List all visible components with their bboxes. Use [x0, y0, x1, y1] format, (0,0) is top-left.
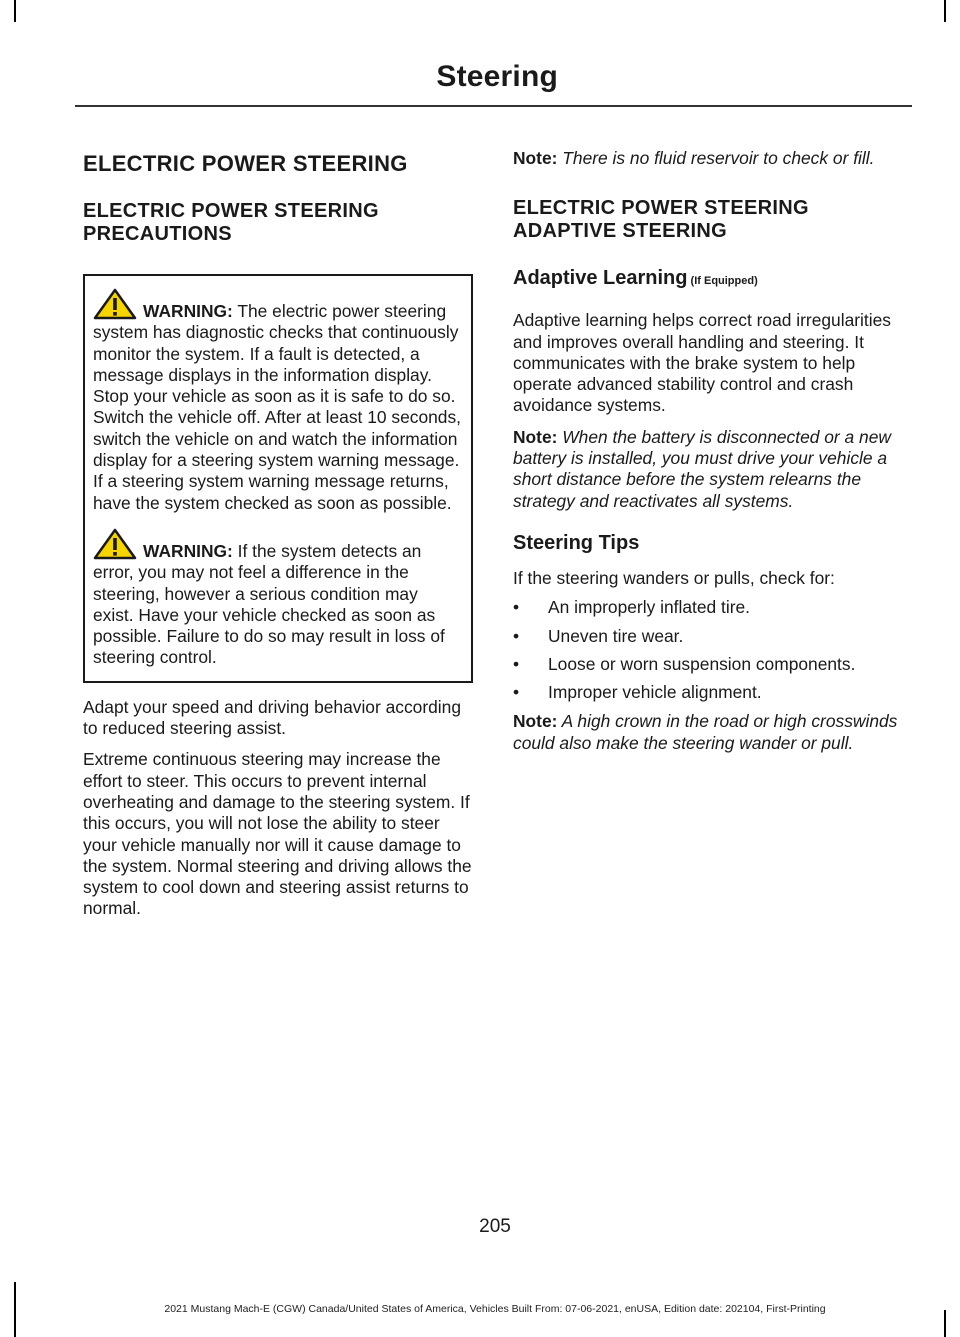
body-paragraph-adapt-speed: Adapt your speed and driving behavior according to reduced steering assist. — [83, 696, 462, 739]
warning-paragraph-1 — [93, 288, 461, 514]
note-high-crown — [513, 711, 908, 754]
warning-text: The electric power steering system has diagnostic checks that continuously monitor the system. If a fault is detected, a message displays in the information display. Stop your vehicle as soon as it is safe to do so. Switch the vehicle off. After at least 10 seconds, switch the vehicle on and watch the information display for a steering system warning message. If a steering system warning message returns, have the system checked as soon as possible. — [93, 301, 461, 513]
warning-text: If the system detects an error, you may not feel a difference in the steering, however a serious condition may exist. Have your vehicle checked as soon as possible. Failure to do so may result in loss of steering control. — [93, 540, 445, 668]
list-item: • Uneven tire wear. — [513, 625, 684, 646]
heading-steering-tips: Steering Tips — [513, 531, 640, 554]
heading-adaptive-learning — [513, 265, 908, 294]
note-label: Note: — [513, 148, 558, 168]
list-item: • Loose or worn suspension components. — [513, 653, 856, 674]
subsection-heading-adaptive-steering: ELECTRIC POWER STEERING ADAPTIVE STEERING — [513, 197, 809, 243]
note-fluid-reservoir — [513, 148, 908, 169]
list-item: • Improper vehicle alignment. — [513, 682, 762, 703]
bullet: • — [513, 653, 520, 674]
note-text: A high crown in the road or high crosswinds could also make the steering wander or pull. — [513, 711, 898, 753]
bullet: • — [513, 682, 520, 703]
note-text: When the battery is disconnected or a new battery is installed, you must drive your vehicle a short distance before the system relearns the strategy and reactivates all systems. — [513, 426, 891, 511]
warning-paragraph-2 — [93, 528, 461, 669]
left-column — [83, 145, 473, 930]
note-text: There is no fluid reservoir to check or fill. — [557, 148, 875, 168]
section-heading: ELECTRIC POWER STEERING — [83, 151, 408, 176]
warning-label: WARNING: — [143, 540, 233, 561]
warning-box — [83, 274, 473, 683]
subsection-heading-precautions: ELECTRIC POWER STEERING PRECAUTIONS — [83, 200, 379, 245]
crop-mark-top-right — [944, 0, 946, 22]
body-paragraph-adaptive-learning: Adaptive learning helps correct road irregularities and improves overall handling and steering. It communicates with the brake system to help operate advanced stability control and crash avoidance systems. — [513, 310, 891, 416]
warning-triangle-icon — [93, 288, 137, 320]
page-header-title: Steering — [436, 60, 558, 93]
heading-adaptive-learning-text: Adaptive Learning — [513, 267, 688, 290]
warning-label: WARNING: — [143, 301, 233, 321]
crop-mark-top-left — [14, 0, 16, 22]
steering-tips-list — [513, 597, 908, 703]
note-label: Note: — [513, 426, 558, 447]
warning-triangle-icon — [93, 528, 137, 560]
note-label: Note: — [513, 711, 558, 732]
bullet: • — [513, 597, 520, 618]
bullet: • — [513, 625, 520, 646]
note-battery — [513, 427, 908, 512]
page-number: 205 — [479, 1216, 511, 1237]
body-paragraph-extreme-steering: Extreme continuous steering may increase the effort to steer. This occurs to prevent internal overheating and damage to the steering system. If this occurs, you will not lose the ability to steer your vehicle manually nor will it cause damage to the system. Normal steering and driving allows the system to cool down and steering assist returns to normal. — [83, 749, 472, 919]
if-equipped-label: (If Equipped) — [687, 275, 758, 288]
footer-edition-info: 2021 Mustang Mach-E (CGW) Canada/United States of America, Vehicles Built From: 07-06-2021, enUSA, Edition date: 202104, First-Printing — [164, 1303, 826, 1315]
body-paragraph-check-for: If the steering wanders or pulls, check for: — [513, 567, 835, 588]
header-divider — [75, 105, 912, 107]
list-item: • An improperly inflated tire. — [513, 597, 751, 618]
right-column — [513, 148, 908, 764]
